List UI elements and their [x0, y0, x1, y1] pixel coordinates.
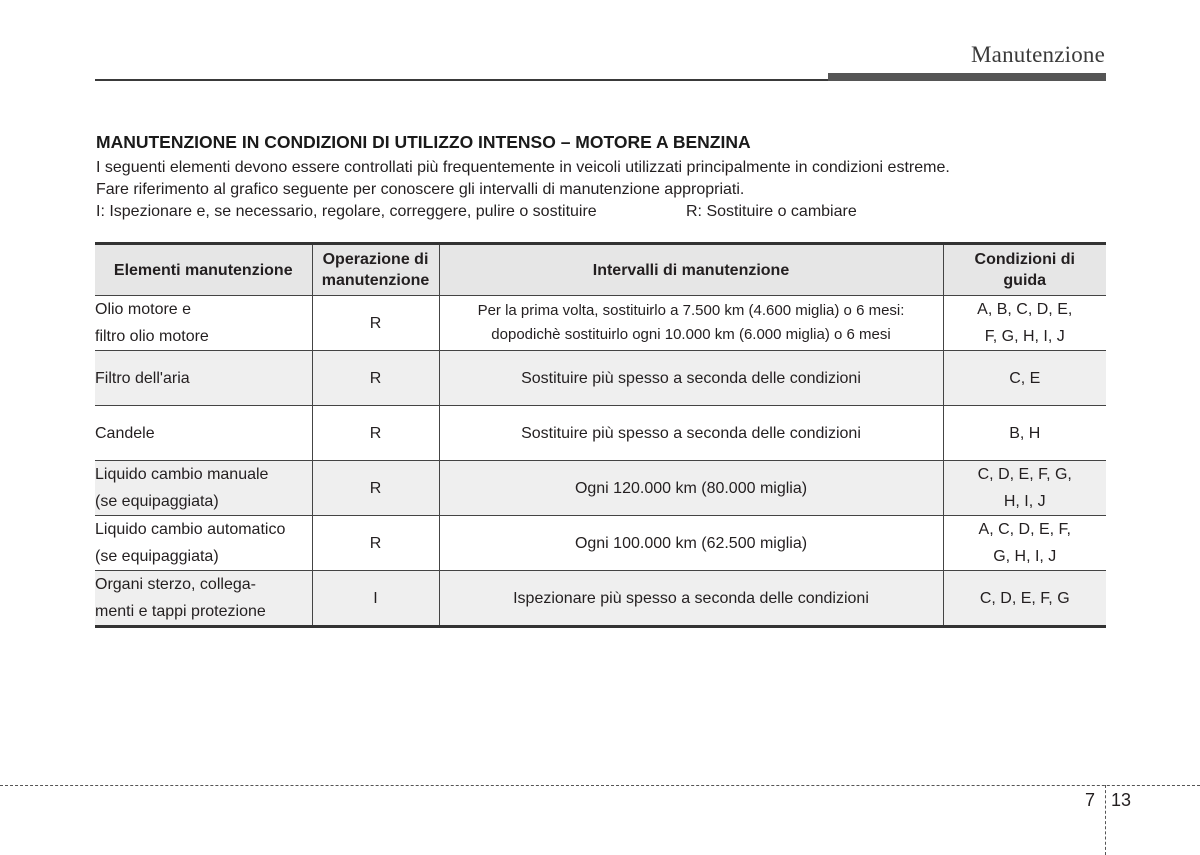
footer-dashed-divider [1105, 785, 1106, 855]
interval-cell: Ispezionare più spesso a seconda delle condizioni [439, 571, 943, 627]
conditions-cell: B, H [943, 406, 1106, 461]
maintenance-table [95, 242, 1106, 628]
operation-cell: R [312, 516, 439, 571]
interval-cell: Ogni 100.000 km (62.500 miglia) [439, 516, 943, 571]
item-cell: Filtro dell'aria [95, 351, 312, 406]
page-number: 13 [1111, 790, 1132, 810]
page-header-title: Manutenzione [971, 42, 1105, 67]
header-operation: Operazione di manutenzione [312, 244, 439, 296]
operation-cell: R [312, 351, 439, 406]
conditions-cell: A, B, C, D, E, F, G, H, I, J [943, 296, 1106, 351]
interval-cell: Sostituire più spesso a seconda delle condizioni [439, 406, 943, 461]
item-cell: Olio motore e filtro olio motore [95, 296, 312, 351]
footer-dashed-rule [0, 785, 1200, 786]
conditions-cell: A, C, D, E, F, G, H, I, J [943, 516, 1106, 571]
operation-cell: I [312, 571, 439, 627]
conditions-cell: C, E [943, 351, 1106, 406]
item-cell: Candele [95, 406, 312, 461]
table-row [95, 296, 1106, 351]
table-row [95, 461, 1106, 516]
header-conditions: Condizioni di guida [943, 244, 1106, 296]
table-header-row [95, 244, 1106, 296]
item-cell: Liquido cambio manuale (se equipaggiata) [95, 461, 312, 516]
conditions-cell: C, D, E, F, G, H, I, J [943, 461, 1106, 516]
intro-text-line2: Fare riferimento al grafico seguente per conoscere gli intervalli di manutenzione appropriati. [96, 181, 745, 198]
conditions-cell: C, D, E, F, G [943, 571, 1106, 627]
item-cell: Liquido cambio automatico (se equipaggiata) [95, 516, 312, 571]
header-interval: Intervalli di manutenzione [439, 244, 943, 296]
operation-cell: R [312, 296, 439, 351]
table-row [95, 406, 1106, 461]
interval-cell: Ogni 120.000 km (80.000 miglia) [439, 461, 943, 516]
interval-cell: Per la prima volta, sostituirlo a 7.500 km (4.600 miglia) o 6 mesi: dopodichè sostituirlo ogni 10.000 km (6.000 miglia) o 6 mesi [439, 296, 943, 351]
legend-replace: R: Sostituire o cambiare [686, 203, 857, 220]
table-row [95, 516, 1106, 571]
header-item: Elementi manutenzione [95, 244, 312, 296]
section-heading: MANUTENZIONE IN CONDIZIONI DI UTILIZZO INTENSO – MOTORE A BENZINA [96, 132, 751, 152]
chapter-number: 7 [1085, 790, 1096, 810]
intro-text-line1: I seguenti elementi devono essere controllati più frequentemente in veicoli utilizzati principalmente in condizioni estreme. [96, 159, 950, 176]
operation-cell: R [312, 461, 439, 516]
table-row [95, 571, 1106, 627]
item-cell: Organi sterzo, collega- menti e tappi protezione [95, 571, 312, 627]
header-rule [95, 79, 828, 81]
table-row [95, 351, 1106, 406]
interval-cell: Sostituire più spesso a seconda delle condizioni [439, 351, 943, 406]
operation-cell: R [312, 406, 439, 461]
legend-inspect: I: Ispezionare e, se necessario, regolare, correggere, pulire o sostituire [96, 203, 597, 220]
header-rule-accent [828, 73, 1106, 81]
